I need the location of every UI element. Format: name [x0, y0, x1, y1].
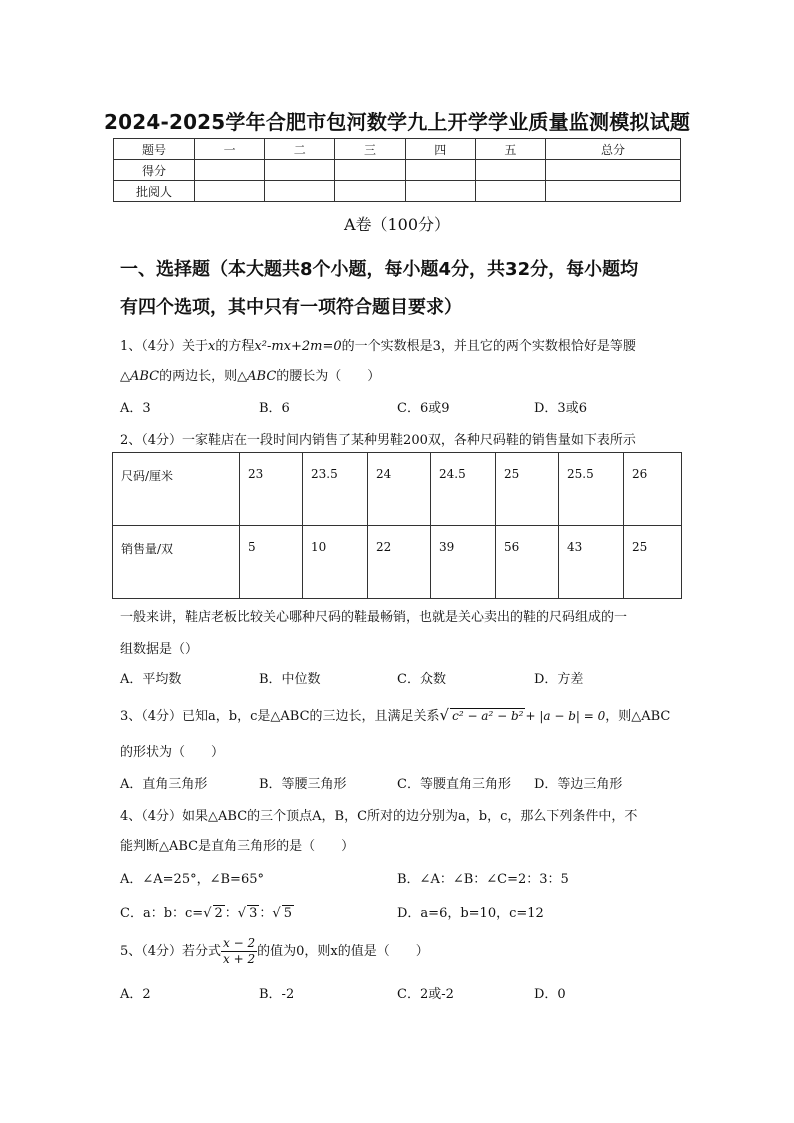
score-header-cell: 总分 [546, 139, 681, 160]
shoe-cell: 56 [496, 526, 559, 599]
score-header-cell: 五 [475, 139, 545, 160]
q3-option-c[interactable]: C．等腰直角三角形 [397, 777, 511, 792]
shoe-cell: 23 [240, 453, 303, 526]
score-cell[interactable] [335, 160, 405, 181]
shoe-size-table [112, 452, 682, 599]
score-header-cell: 四 [405, 139, 475, 160]
q5-option-d[interactable]: D．0 [534, 987, 566, 1002]
shoe-cell: 22 [368, 526, 431, 599]
score-cell[interactable] [475, 160, 545, 181]
q5-option-c[interactable]: C．2或-2 [397, 987, 454, 1002]
exam-title: 2024-2025学年合肥市包河数学九上开学学业质量监测模拟试题 [103, 110, 691, 134]
score-table-row [114, 160, 681, 181]
shoe-cell: 5 [240, 526, 303, 599]
score-header-cell: 二 [265, 139, 335, 160]
shoe-cell: 10 [303, 526, 368, 599]
sqrt-symbol: √ [203, 906, 212, 921]
q4-sqrt-value: 3 [249, 906, 258, 921]
score-cell[interactable] [405, 160, 475, 181]
q5-fraction [221, 936, 257, 967]
q5-text: 5、（4分）若分式 [120, 944, 222, 959]
score-cell[interactable] [195, 181, 265, 202]
q4-sqrt-value: 2 [214, 906, 223, 921]
q1-stem-line2 [120, 365, 380, 384]
q1-rest: 的一个实数根是3，并且它的两个实数根恰好是等腰 [341, 339, 636, 354]
q1-triangle: △ABC [120, 369, 160, 384]
q3-radicand: c² − a² − b² [452, 709, 524, 723]
shoe-sales-row [113, 526, 682, 599]
part1-heading-line2: 有四个选项，其中只有一项符合题目要求） [120, 297, 462, 318]
q4-option-b[interactable]: B．∠A：∠B：∠C=2：3：5 [397, 872, 569, 887]
q4-stem-line2: 能判断△ABC是直角三角形的是（ ） [120, 839, 355, 854]
q4-option-a[interactable]: A．∠A=25°，∠B=65° [120, 872, 264, 887]
q2-option-a[interactable]: A．平均数 [120, 672, 182, 687]
score-row-label: 批阅人 [114, 181, 195, 202]
shoe-size-row [113, 453, 682, 526]
q2-stem: 2、（4分）一家鞋店在一段时间内销售了某种男鞋200双，各种尺码鞋的销售量如下表所示 [120, 433, 636, 448]
q5-option-b[interactable]: B．-2 [259, 987, 295, 1002]
q1-option-b[interactable]: B．6 [259, 401, 290, 416]
q5-option-a[interactable]: A．2 [120, 987, 151, 1002]
q4-option-c[interactable]: C．a：b：c=√ 2 ：√ 3 ：√ 5 [120, 906, 292, 921]
q4-option-d[interactable]: D．a=6，b=10，c=12 [397, 906, 544, 921]
q3-option-b[interactable]: B．等腰三角形 [259, 777, 347, 792]
score-table-header-row [114, 139, 681, 160]
sqrt-symbol: √ [272, 906, 281, 921]
sqrt-symbol: √ [237, 906, 247, 921]
score-cell[interactable] [546, 181, 681, 202]
q1-stem-line1 [120, 335, 636, 354]
score-header-cell: 三 [335, 139, 405, 160]
shoe-cell: 43 [559, 526, 624, 599]
q1-triangle: △ABC [237, 369, 277, 384]
shoe-cell: 39 [431, 526, 496, 599]
shoe-cell: 24 [368, 453, 431, 526]
q1-equation: x²-mx+2m=0 [254, 339, 342, 354]
q2-after-line2: 组数据是（） [120, 642, 199, 657]
shoe-cell: 尺码/厘米 [113, 453, 240, 526]
score-cell[interactable] [546, 160, 681, 181]
score-cell[interactable] [335, 181, 405, 202]
q3-stem-line2: 的形状为（ ） [120, 745, 225, 760]
score-cell[interactable] [195, 160, 265, 181]
q1-prefix: 1、（4分）关于 [120, 339, 209, 354]
shoe-cell: 24.5 [431, 453, 496, 526]
score-cell[interactable] [475, 181, 545, 202]
q1-text: 的两边长，则 [159, 369, 238, 384]
q4-sqrt-value: 5 [283, 906, 292, 921]
score-cell[interactable] [405, 181, 475, 202]
shoe-cell: 26 [624, 453, 682, 526]
q1-option-a[interactable]: A．3 [120, 401, 151, 416]
score-cell[interactable] [265, 181, 335, 202]
q2-option-c[interactable]: C．众数 [397, 672, 446, 687]
shoe-cell: 25.5 [559, 453, 624, 526]
q3-option-a[interactable]: A．直角三角形 [120, 777, 208, 792]
q4-optc-text: C．a：b：c= [120, 906, 204, 921]
q3-text: ，则△ABC [605, 709, 671, 724]
q5-text: 的值为0，则x的值是（ ） [257, 944, 429, 959]
part1-heading-line1: 一、选择题（本大题共8个小题，每小题4分，共32分，每小题均 [120, 259, 639, 280]
q1-text: 的腰长为（ ） [276, 369, 381, 384]
shoe-cell: 销售量/双 [113, 526, 240, 599]
q5-stem [120, 936, 429, 967]
fraction-numerator: x − 2 [223, 936, 256, 950]
q1-var: x [208, 339, 216, 354]
q3-text: 3、（4分）已知a，b，c是△ABC的三边长，且满足关系 [120, 709, 440, 724]
shoe-cell: 23.5 [303, 453, 368, 526]
q1-mid: 的方程 [215, 339, 255, 354]
q3-option-d[interactable]: D．等边三角形 [534, 777, 623, 792]
shoe-cell: 25 [496, 453, 559, 526]
q2-option-d[interactable]: D．方差 [534, 672, 584, 687]
sqrt-symbol: √ [439, 706, 450, 724]
q2-after-line1: 一般来讲，鞋店老板比较关心哪种尺码的鞋最畅销，也就是关心卖出的鞋的尺码组成的一 [120, 610, 628, 625]
q3-stem-line1 [120, 705, 670, 724]
section-a-heading: A卷（100分） [343, 215, 451, 234]
score-table [113, 138, 681, 202]
fraction-denominator: x + 2 [223, 952, 256, 966]
q3-abs-part: + |a − b| = 0 [525, 709, 606, 723]
q4-stem-line1: 4、（4分）如果△ABC的三个顶点A，B，C所对的边分别为a，b，c，那么下列条件中，不 [120, 809, 638, 824]
score-row-label: 得分 [114, 160, 195, 181]
score-cell[interactable] [265, 160, 335, 181]
shoe-cell: 25 [624, 526, 682, 599]
score-header-cell: 一 [195, 139, 265, 160]
score-table-row [114, 181, 681, 202]
q1-option-c[interactable]: C．6或9 [397, 401, 450, 416]
q2-option-b[interactable]: B．中位数 [259, 672, 321, 687]
score-header-cell: 题号 [114, 139, 195, 160]
q1-option-d[interactable]: D．3或6 [534, 401, 587, 416]
